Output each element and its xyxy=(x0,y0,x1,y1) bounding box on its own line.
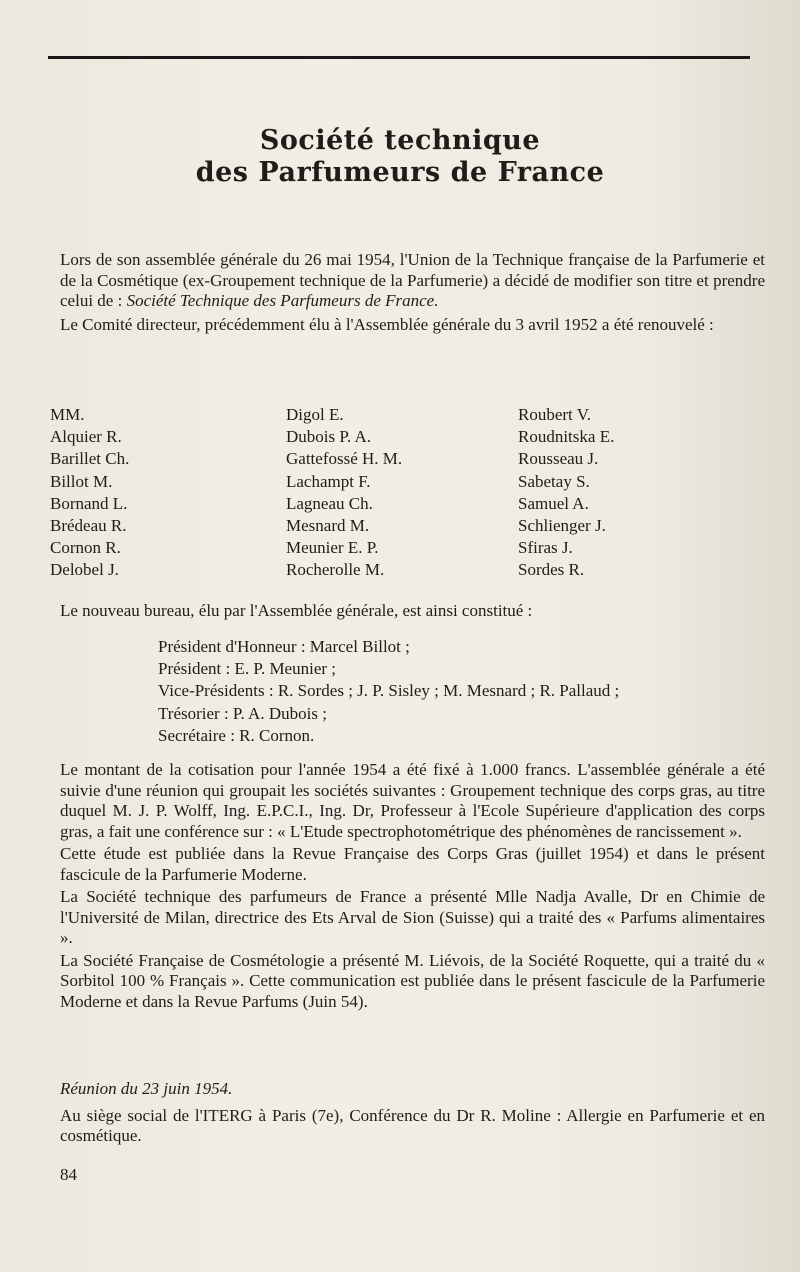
member-name: Barillet Ch. xyxy=(50,449,130,469)
member-name: Digol E. xyxy=(286,405,344,424)
member-name: Lachampt F. xyxy=(286,471,371,491)
members-column-1 xyxy=(50,404,129,582)
reunion-block xyxy=(60,1079,765,1149)
member-name: Gattefossé H. M. xyxy=(286,449,403,469)
bureau-entry: Secrétaire : R. Cornon. xyxy=(158,725,315,745)
bureau-entry: Trésorier : P. A. Dubois ; xyxy=(158,703,327,723)
top-rule xyxy=(48,56,750,59)
member-name: Roubert V. xyxy=(518,405,592,424)
reunion-paragraph: Au siège social de l'ITERG à Paris (7e), Conférence du Dr R. Moline : Allergie en Parfumerie et en cosmétique. xyxy=(60,1105,765,1145)
page-number: 84 xyxy=(60,1165,77,1184)
member-name: Sabetay S. xyxy=(518,471,590,491)
member-name: Cornon R. xyxy=(50,538,121,558)
members-column-3 xyxy=(518,404,614,582)
member-name: Sfiras J. xyxy=(518,538,573,558)
member-name: Lagneau Ch. xyxy=(286,493,373,513)
member-name: Delobel J. xyxy=(50,560,119,580)
bureau-entry: Vice-Présidents : R. Sordes ; J. P. Sisley ; M. Mesnard ; R. Pallaud ; xyxy=(158,681,620,701)
member-name: Bornand L. xyxy=(50,493,128,513)
bureau-entry: Président d'Honneur : Marcel Billot ; xyxy=(158,637,410,656)
article-title-line1: Société technique xyxy=(259,125,541,156)
member-name: Brédeau R. xyxy=(50,516,127,536)
body-block xyxy=(60,760,765,1014)
member-name: Rocherolle M. xyxy=(286,560,385,580)
intro-text: Lors de son assemblée générale du 26 mai 1954, l'Union de la Technique française de la Parfumerie et de la Cosmétique (ex-Groupement technique de la Parfumerie) a décidé de modifier son titre et prendre celui de : xyxy=(60,250,765,310)
lievois-paragraph: La Société Française de Cosmétologie a présenté M. Liévois, de la Société Roquette, qui a traité du « Sorbitol 100 % Français ». Cette communication est publiée dans le présent fascicule de la Parfumerie Moderne et dans la Revue Parfums (Juin 54). xyxy=(60,950,765,1011)
article-title-line2: des Parfumeurs de France xyxy=(195,157,605,188)
member-name: Sordes R. xyxy=(518,560,585,580)
comite-paragraph: Le Comité directeur, précédemment élu à l'Assemblée générale du 3 avril 1952 a été renouvelé : xyxy=(60,314,714,334)
cotisation-paragraph: Le montant de la cotisation pour l'année 1954 a été fixé à 1.000 francs. L'assemblée générale a été suivie d'une réunion qui groupait les sociétés suivantes : Groupement technique des corps gras, au titre duquel M. J. P. Wolff, Ing. E.P.C.I., Ing. Dr, Professeur à l'Ecole Supérieure d'application des corps gras, a fait une conférence sur : « L'Etude spectrophotométrique des phénomènes de rancissement ». xyxy=(60,760,765,841)
member-name: Alquier R. xyxy=(50,427,122,447)
reunion-title: Réunion du 23 juin 1954. xyxy=(60,1079,233,1098)
bureau-intro: Le nouveau bureau, élu par l'Assemblée générale, est ainsi constitué : xyxy=(60,601,533,620)
society-name: Société Technique des Parfumeurs de France. xyxy=(126,291,439,310)
member-name: Meunier E. P. xyxy=(286,538,379,558)
member-name: MM. xyxy=(50,405,85,424)
member-name: Billot M. xyxy=(50,471,113,491)
member-name: Dubois P. A. xyxy=(286,427,372,447)
bureau-entry: Président : E. P. Meunier ; xyxy=(158,659,337,679)
member-name: Rousseau J. xyxy=(518,449,599,469)
member-name: Mesnard M. xyxy=(286,516,370,536)
members-column-2 xyxy=(286,404,402,582)
bureau-list xyxy=(158,636,778,747)
member-name: Schlienger J. xyxy=(518,516,606,536)
intro-paragraph xyxy=(60,250,765,312)
member-name: Roudnitska E. xyxy=(518,427,615,447)
etude-paragraph: Cette étude est publiée dans la Revue Française des Corps Gras (juillet 1954) et dans le présent fascicule de la Parfumerie Moderne. xyxy=(60,844,765,884)
intro-block xyxy=(60,250,765,337)
member-name: Samuel A. xyxy=(518,493,589,513)
avalle-paragraph: La Société technique des parfumeurs de France a présenté Mlle Nadja Avalle, Dr en Chimie de l'Université de Milan, directrice des Ets Arval de Sion (Suisse) qui a traité des « Parfums alimentaires ». xyxy=(60,887,765,947)
